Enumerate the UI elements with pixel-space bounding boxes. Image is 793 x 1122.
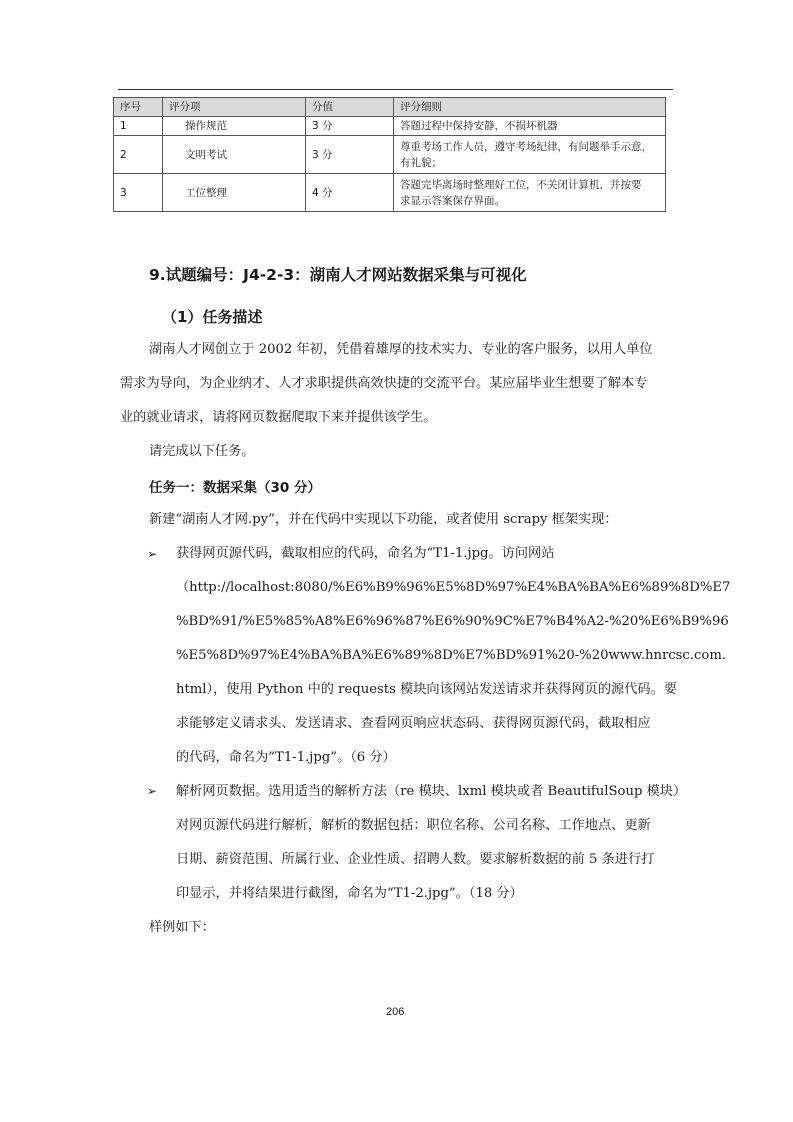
intro-line: 湖南人才网创立于 2002 年初，凭借着雄厚的技术实力、专业的客户服务，以用人单位: [149, 342, 653, 357]
table-row: [114, 136, 666, 174]
cell-detail: [394, 117, 666, 136]
section-heading: 9.试题编号：J4-2-3：湖南人才网站数据采集与可视化: [149, 266, 527, 284]
cell-detail: [394, 136, 666, 174]
header-rule: [118, 89, 673, 90]
cell-score: 4 分: [306, 174, 394, 212]
cell-item: 文明考试: [163, 136, 306, 174]
cell-score: 3 分: [306, 117, 394, 136]
scoring-table: [113, 97, 666, 212]
cell-no: 3: [114, 174, 163, 212]
detail-line: 有礼貌；: [400, 156, 442, 169]
instruction-text: 请完成以下任务。: [149, 444, 255, 459]
col-header-score: 分值: [306, 98, 394, 117]
col-header-detail: 评分细则: [394, 98, 666, 117]
subsection-heading: （1）任务描述: [162, 308, 263, 326]
detail-line: 尊重考场工作人员，遵守考场纪律，有问题举手示意，: [400, 140, 652, 153]
bullet-line: 求能够定义请求头、发送请求、查看网页响应状态码、获得网页源代码，截取相应: [176, 716, 651, 731]
table-row: [114, 174, 666, 212]
table-row: [114, 117, 666, 136]
bullet-arrow-icon: ➢: [147, 784, 158, 798]
table-header-row: [114, 98, 666, 117]
col-header-no: 序号: [114, 98, 163, 117]
detail-line: 答题过程中保持安静，不损坏机器: [400, 120, 558, 132]
bullet-line: 获得网页源代码，截取相应的代码，命名为“T1-1.jpg。访问网站: [176, 546, 555, 561]
bullet-line: 解析网页数据。选用适当的解析方法（re 模块、lxml 模块或者 BeautifulSoup 模块）: [176, 784, 687, 799]
detail-line: 求显示答案保存界面。: [400, 194, 505, 207]
cell-no: 2: [114, 136, 163, 174]
bullet-line: 的代码，命名为”T1-1.jpg”。（6 分）: [176, 750, 396, 765]
cell-item: 操作规范: [163, 117, 306, 136]
bullet-line: 日期、薪资范围、所属行业、企业性质、招聘人数。要求解析数据的前 5 条进行打: [176, 852, 655, 867]
bullet-line: html），使用 Python 中的 requests 模块向该网站发送请求并获得网页的源代码。要: [176, 682, 677, 697]
bullet-arrow-icon: ➢: [147, 547, 158, 561]
intro-line: 业的就业请求，请将网页数据爬取下来并提供该学生。: [120, 410, 437, 425]
detail-line: 答题完毕离场时整理好工位，不关闭计算机，并按要: [400, 178, 642, 191]
bullet-line: %E5%8D%97%E4%BA%BA%E6%89%8D%E7%BD%91%20-%20www.hnrcsc.com.: [176, 648, 727, 663]
cell-no: 1: [114, 117, 163, 136]
page-number: 206: [386, 1006, 405, 1018]
bullet-line: （http://localhost:8080/%E6%B9%96%E5%8D%97%E4%BA%BA%E6%89%8D%E7: [176, 580, 731, 595]
bullet-line: 对网页源代码进行解析，解析的数据包括：职位名称、公司名称、工作地点、更新: [176, 818, 651, 833]
bullet-line: 印显示，并将结果进行截图，命名为“T1-2.jpg”。（18 分）: [176, 886, 523, 901]
bullet-line: %BD%91/%E5%85%A8%E6%96%87%E6%90%9C%E7%B4%A2-%20%E6%B9%96: [176, 614, 729, 629]
cell-item: 工位整理: [163, 174, 306, 212]
col-header-item: 评分项: [163, 98, 306, 117]
cell-detail: [394, 174, 666, 212]
task1-intro: 新建“湖南人才网.py”，并在代码中实现以下功能，或者使用 scrapy 框架实现：: [149, 512, 618, 527]
cell-score: 3 分: [306, 136, 394, 174]
intro-line: 需求为导向，为企业纳才、人才求职提供高效快捷的交流平台。某应届毕业生想要了解本专: [120, 376, 648, 391]
sample-label: 样例如下：: [149, 920, 215, 935]
task1-title: 任务一：数据采集（30 分）: [149, 480, 321, 496]
